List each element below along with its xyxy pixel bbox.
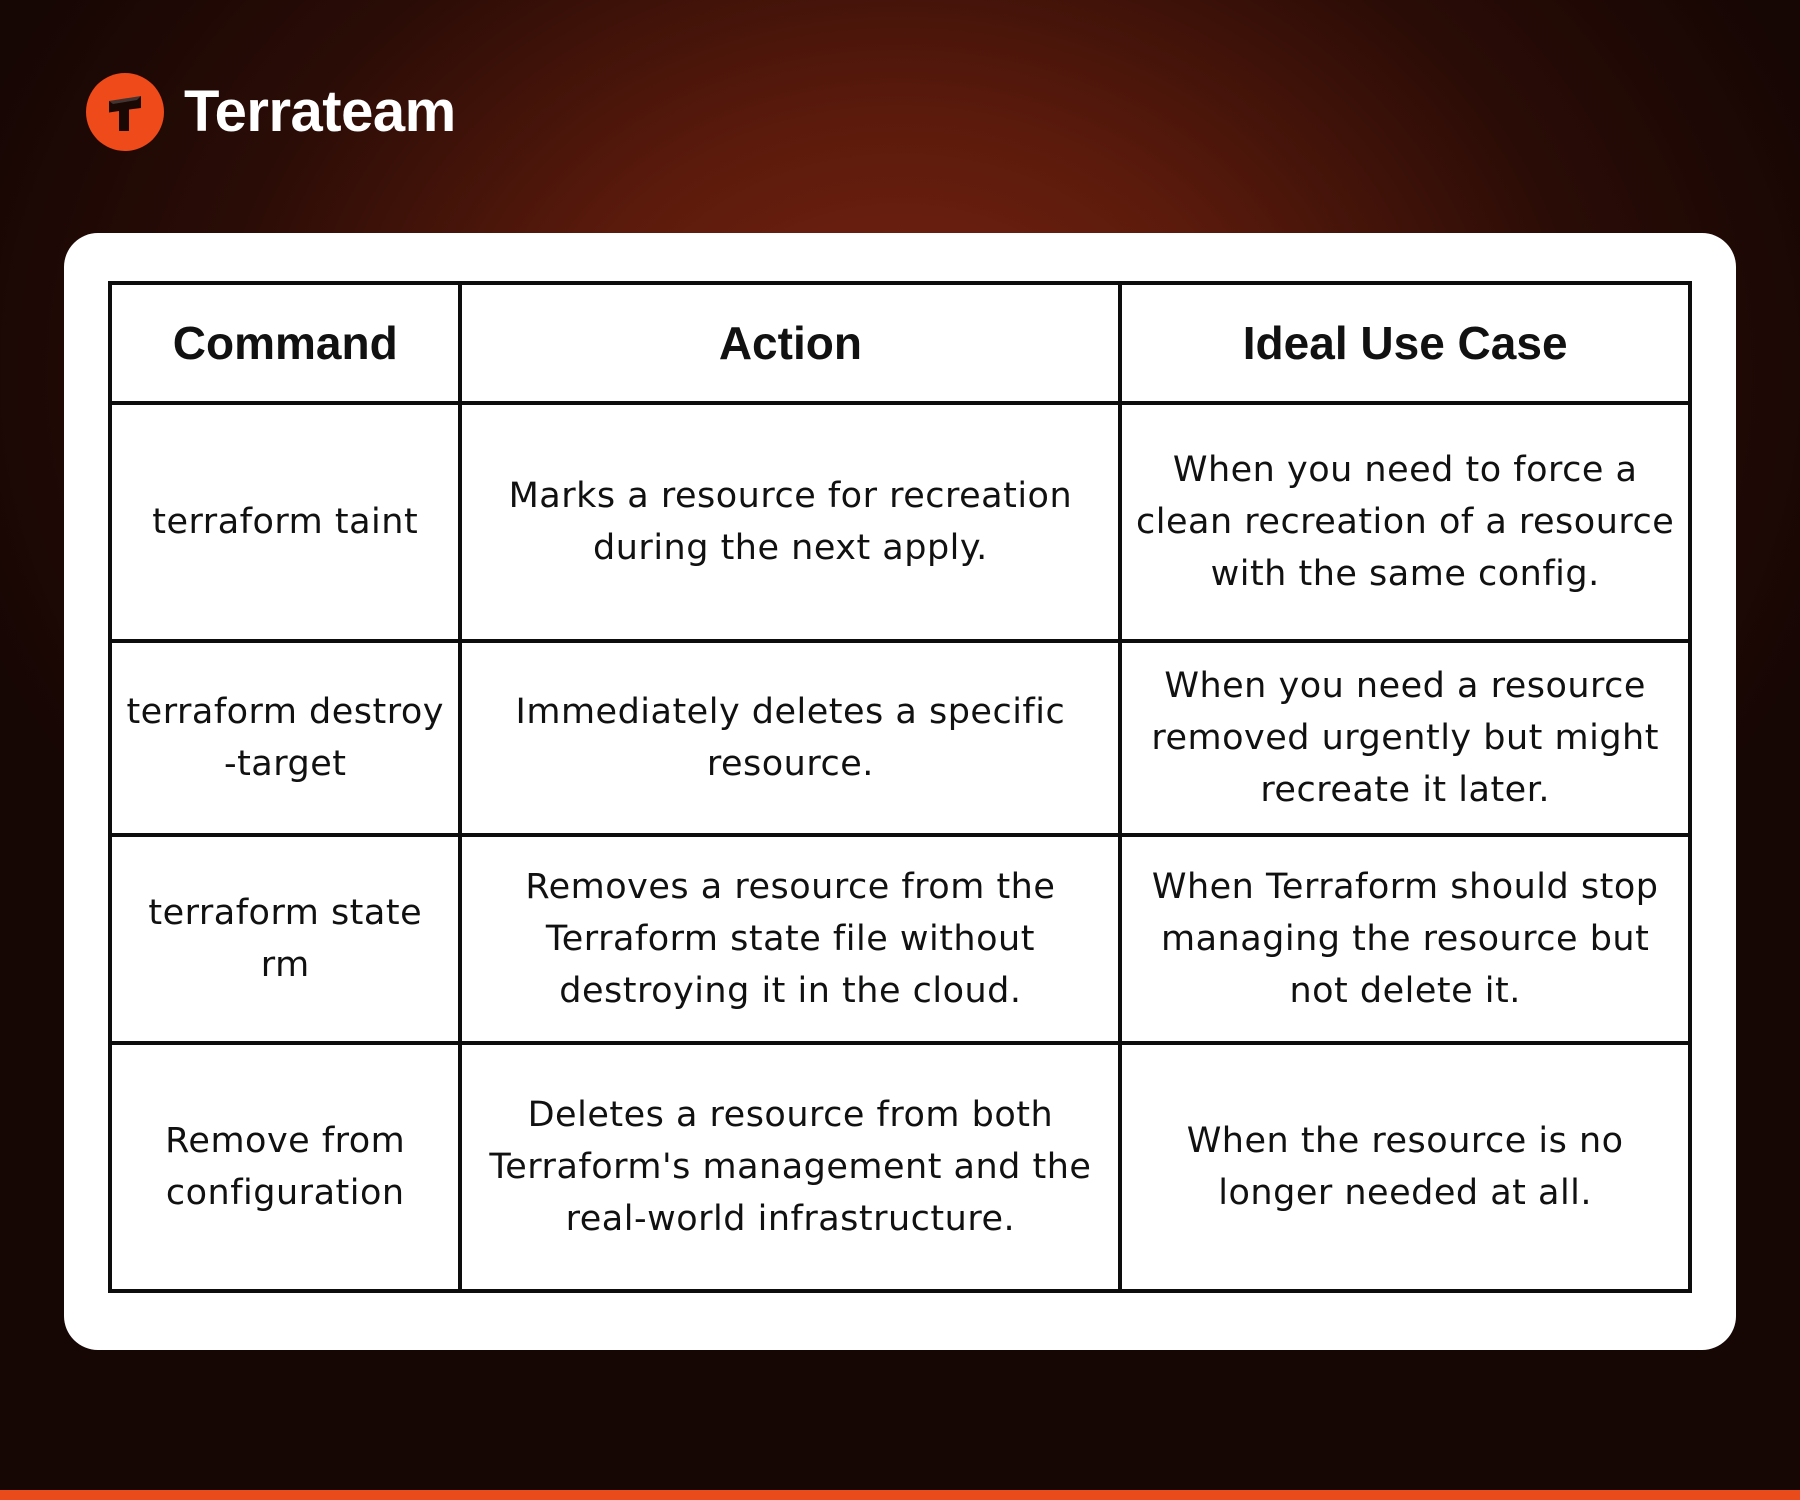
table-row xyxy=(110,403,1690,641)
action-cell: Removes a resource from the Terraform state file without destroying it in the cloud. xyxy=(460,835,1120,1043)
comparison-table xyxy=(108,281,1692,1293)
bottom-accent-stripe xyxy=(0,1490,1800,1500)
terrateam-logo-icon xyxy=(86,73,164,151)
command-cell: Remove from configuration xyxy=(110,1043,460,1291)
table-row xyxy=(110,835,1690,1043)
header-action: Action xyxy=(460,283,1120,403)
command-cell: terraform state rm xyxy=(110,835,460,1043)
comparison-card xyxy=(64,233,1736,1350)
command-cell: terraform taint xyxy=(110,403,460,641)
command-cell: terraform destroy -target xyxy=(110,641,460,835)
table-header-row xyxy=(110,283,1690,403)
action-cell: Immediately deletes a specific resource. xyxy=(460,641,1120,835)
table-row xyxy=(110,641,1690,835)
brand-name: Terrateam xyxy=(184,79,456,144)
header-command: Command xyxy=(110,283,460,403)
action-cell: Marks a resource for recreation during the next apply. xyxy=(460,403,1120,641)
use-case-cell: When you need a resource removed urgently but might recreate it later. xyxy=(1120,641,1690,835)
use-case-cell: When Terraform should stop managing the resource but not delete it. xyxy=(1120,835,1690,1043)
action-cell: Deletes a resource from both Terraform's management and the real-world infrastructure. xyxy=(460,1043,1120,1291)
table-row xyxy=(110,1043,1690,1291)
header-ideal-use-case: Ideal Use Case xyxy=(1120,283,1690,403)
use-case-cell: When the resource is no longer needed at all. xyxy=(1120,1043,1690,1291)
use-case-cell: When you need to force a clean recreation of a resource with the same config. xyxy=(1120,403,1690,641)
brand-header xyxy=(86,72,456,152)
